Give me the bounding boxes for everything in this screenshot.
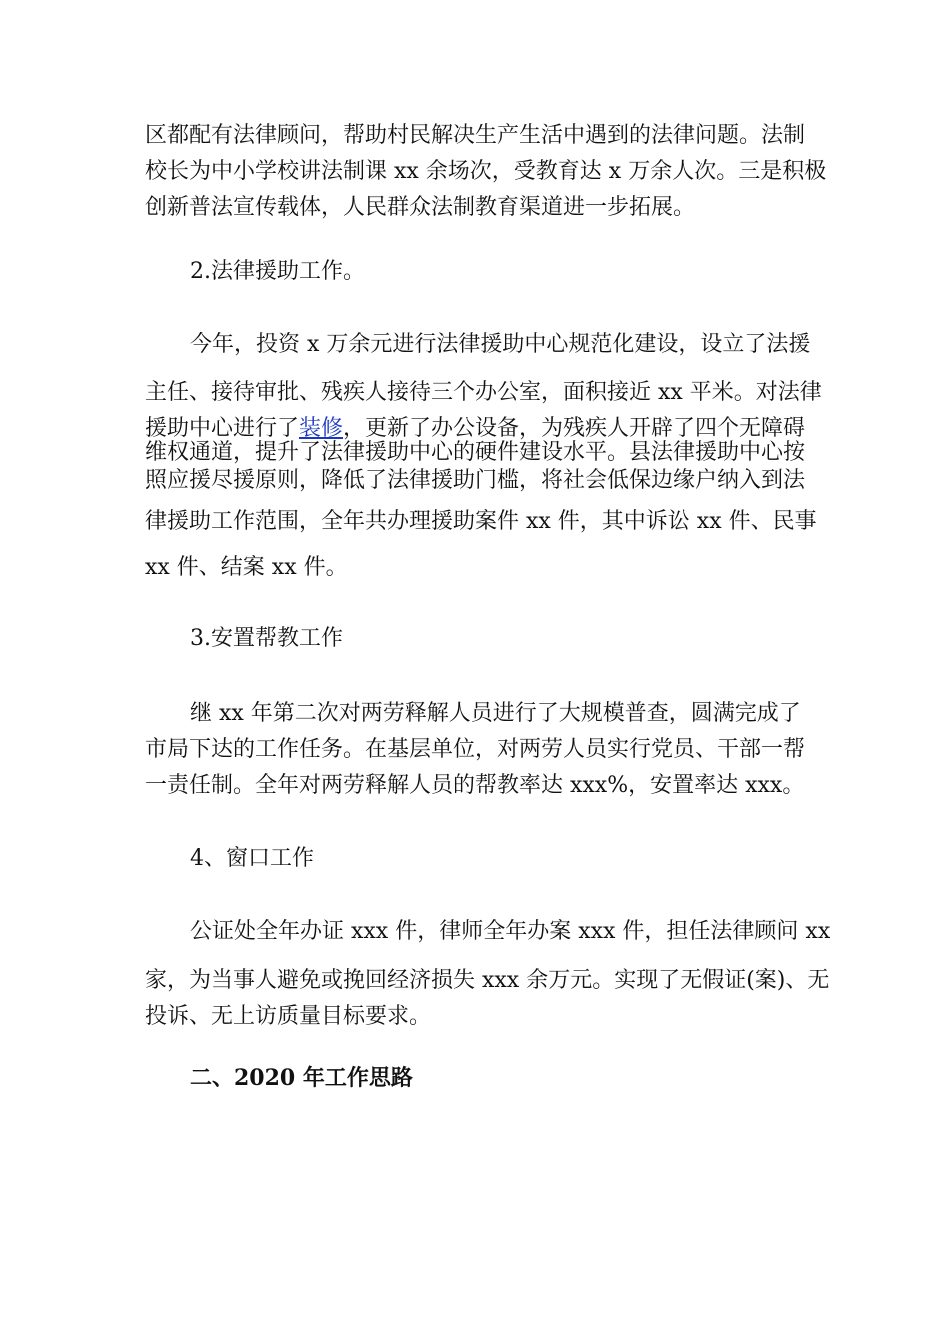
paragraph-3-line-3: 一责任制。全年对两劳释解人员的帮教率达 xxx%，安置率达 xxx。: [145, 773, 805, 798]
paragraph-1-line-1: 区都配有法律顾问，帮助村民解决生产生活中遇到的法律问题。法制: [145, 123, 806, 148]
paragraph-1-line-3: 创新普法宣传载体，人民群众法制教育渠道进一步拓展。: [145, 195, 696, 220]
paragraph-3-line-1: 继 xx 年第二次对两劳释解人员进行了大规模普查，圆满完成了: [190, 701, 801, 726]
paragraph-2-line-5: 照应援尽援原则，降低了法律援助门槛，将社会低保边缘户纳入到法: [145, 468, 806, 493]
section-heading-legal-aid: 2.法律援助工作。: [190, 259, 365, 284]
paragraph-2-line-7: xx 件、结案 xx 件。: [145, 555, 348, 580]
section-heading-2020-plan: 二、2020 年工作思路: [190, 1065, 413, 1091]
section-heading-window: 4、窗口工作: [190, 846, 314, 871]
paragraph-2-line-3-post: ，更新了办公设备，为残疾人开辟了四个无障碍: [343, 416, 806, 441]
paragraph-2-line-4: 维权通道，提升了法律援助中心的硬件建设水平。县法律援助中心按: [145, 440, 806, 465]
paragraph-4-line-3: 投诉、无上访质量目标要求。: [145, 1004, 432, 1029]
paragraph-2-line-3-pre: 援助中心进行了: [145, 416, 300, 441]
paragraph-2-line-1: 今年，投资 x 万余元进行法律援助中心规范化建设，设立了法援: [190, 332, 811, 357]
paragraph-4-line-2: 家，为当事人避免或挽回经济损失 xxx 余万元。实现了无假证(案)、无: [145, 968, 830, 993]
paragraph-4-line-1: 公证处全年办证 xxx 件，律师全年办案 xxx 件，担任法律顾问 xx: [190, 919, 831, 944]
section-heading-resettlement: 3.安置帮教工作: [190, 626, 343, 651]
paragraph-2-line-6: 律援助工作范围，全年共办理援助案件 xx 件，其中诉讼 xx 件、民事: [145, 509, 817, 534]
paragraph-3-line-2: 市局下达的工作任务。在基层单位，对两劳人员实行党员、干部一帮: [145, 737, 806, 762]
paragraph-2-line-2: 主任、接待审批、残疾人接待三个办公室，面积接近 xx 平米。对法律: [145, 380, 822, 405]
renovation-link[interactable]: 装修: [299, 416, 344, 441]
paragraph-1-line-2: 校长为中小学校讲法制课 xx 余场次，受教育达 x 万余人次。三是积极: [145, 159, 827, 184]
